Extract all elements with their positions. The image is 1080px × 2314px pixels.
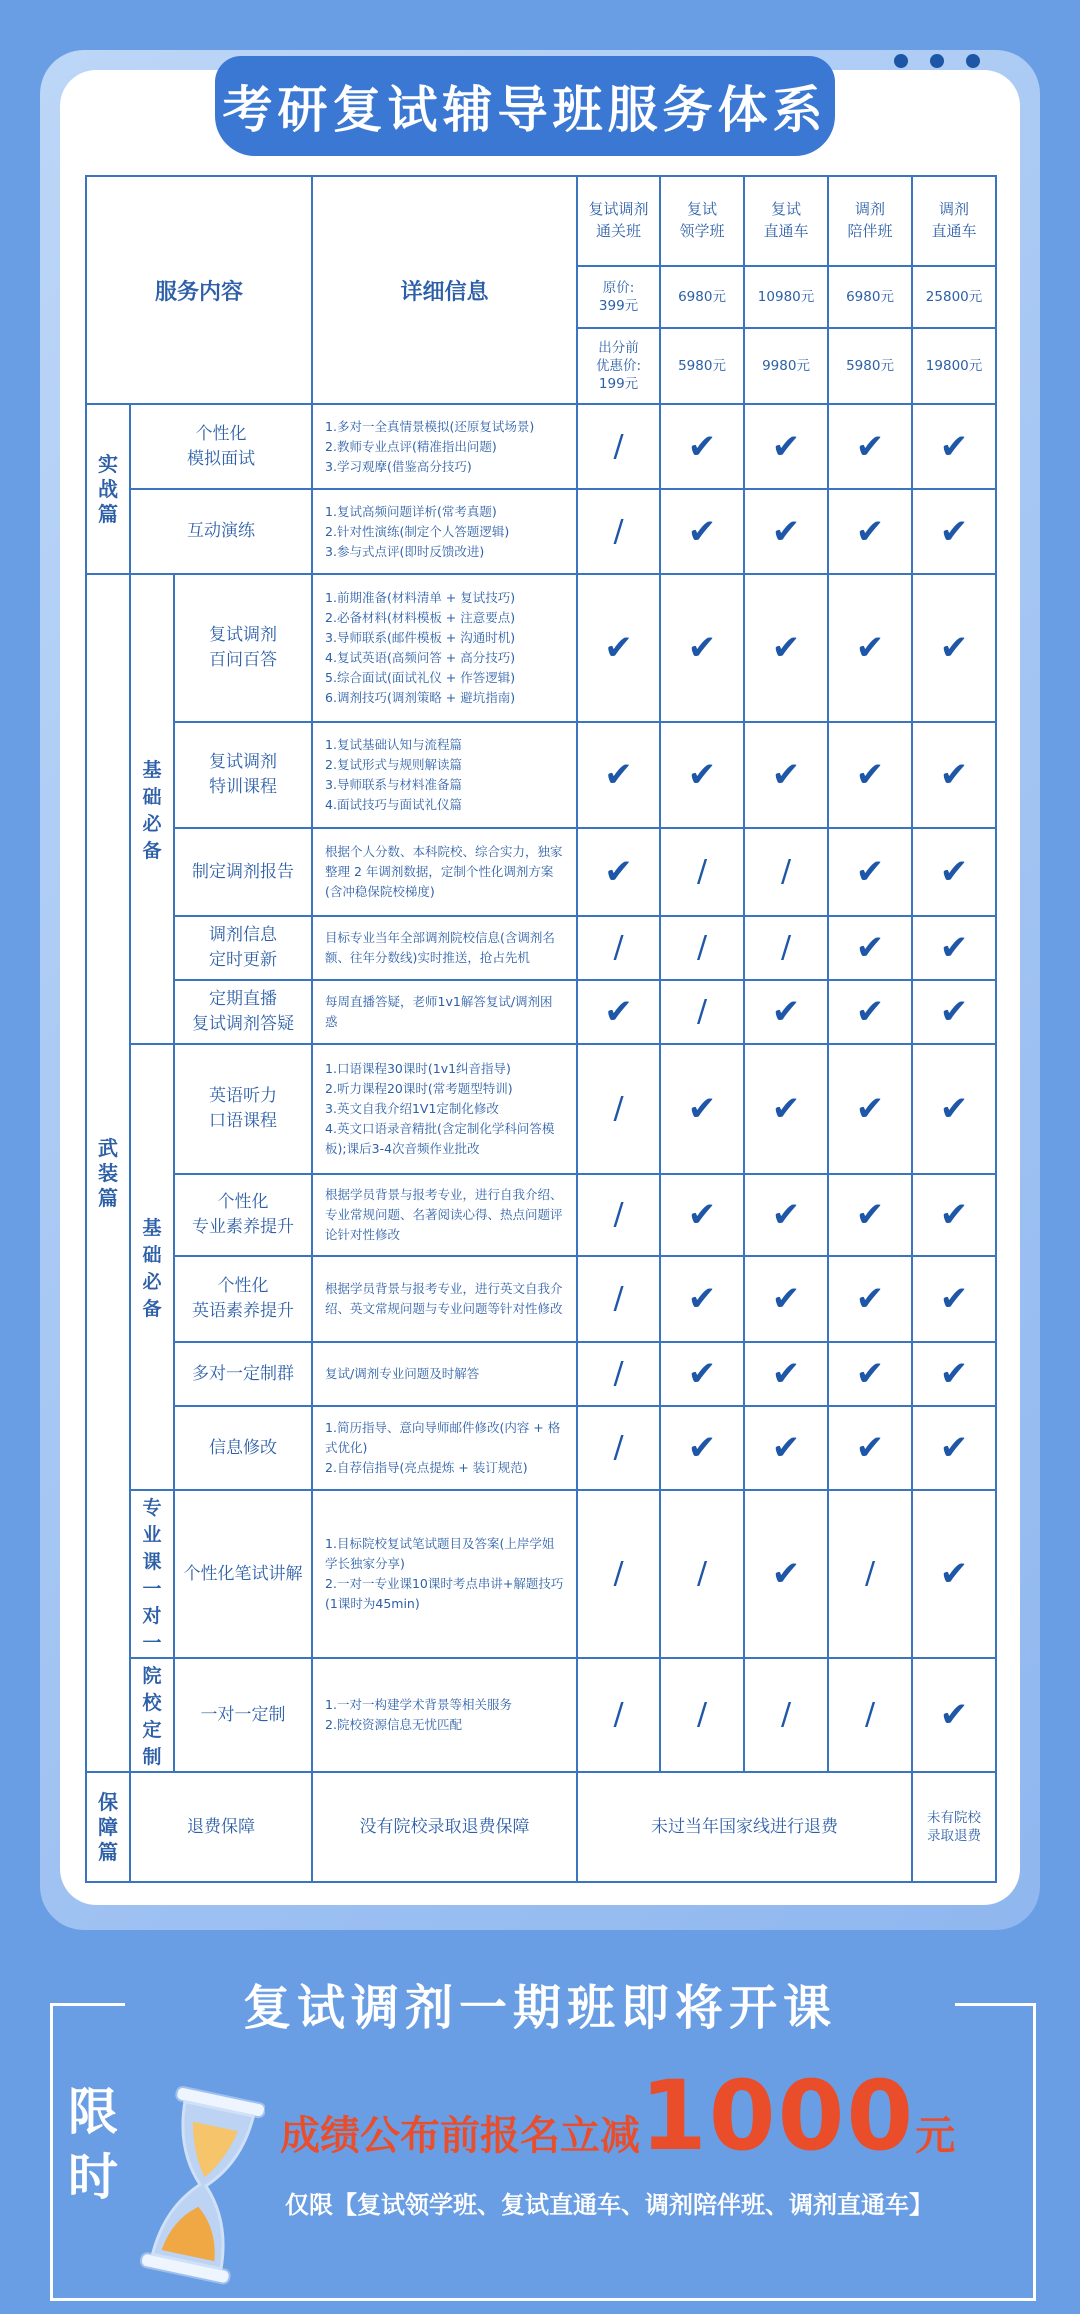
check-icon: ✔ [744, 1256, 828, 1342]
group-label-basic-2: 基 础 必 备 [130, 1044, 174, 1490]
check-icon: ✔ [912, 574, 996, 722]
check-icon: ✔ [828, 1174, 912, 1256]
section-label-baozhang: 保 障 篇 [86, 1772, 130, 1882]
not-included-icon: / [660, 828, 744, 916]
window-dots [894, 54, 980, 68]
check-icon: ✔ [660, 1406, 744, 1490]
check-icon: ✔ [912, 489, 996, 574]
check-icon: ✔ [744, 980, 828, 1044]
guarantee-detail: 没有院校录取退费保障 [312, 1772, 577, 1882]
check-icon: ✔ [912, 1044, 996, 1174]
check-icon: ✔ [577, 980, 660, 1044]
service-name: 互动演练 [130, 489, 312, 574]
discount-price: 5980元 [660, 328, 744, 404]
check-icon: ✔ [660, 1174, 744, 1256]
not-included-icon: / [577, 1256, 660, 1342]
table-row [86, 916, 996, 980]
discount-price: 出分前 优惠价: 199元 [577, 328, 660, 404]
not-included-icon: / [577, 1044, 660, 1174]
check-icon: ✔ [828, 489, 912, 574]
service-detail: 1.多对一全真情景模拟(还原复试场景) 2.教师专业点评(精准指出问题) 3.学习观摩(借鉴高分技巧) [312, 404, 577, 489]
guarantee-row [86, 1772, 996, 1882]
group-label-school-custom: 院 校 定 制 [130, 1658, 174, 1772]
not-included-icon: / [660, 980, 744, 1044]
original-price: 10980元 [744, 266, 828, 328]
service-name: 英语听力 口语课程 [174, 1044, 312, 1174]
service-detail: 1.目标院校复试笔试题目及答案(上岸学姐学长独家分享) 2.一对一专业课10课时考点串讲+解题技巧(1课时为45min) [312, 1490, 577, 1658]
not-included-icon: / [577, 916, 660, 980]
check-icon: ✔ [828, 828, 912, 916]
class-name: 复试 直通车 [744, 176, 828, 266]
service-name: 个性化 专业素养提升 [174, 1174, 312, 1256]
service-name: 制定调剂报告 [174, 828, 312, 916]
check-icon: ✔ [912, 722, 996, 828]
check-icon: ✔ [577, 722, 660, 828]
promo-unit: 元 [915, 2113, 956, 2159]
service-detail: 1.一对一构建学术背景等相关服务 2.院校资源信息无忧匹配 [312, 1658, 577, 1772]
check-icon: ✔ [828, 1406, 912, 1490]
class-name: 复试调剂 通关班 [577, 176, 660, 266]
header-detail: 详细信息 [312, 176, 577, 404]
check-icon: ✔ [912, 1256, 996, 1342]
service-name: 个性化 模拟面试 [130, 404, 312, 489]
check-icon: ✔ [744, 1174, 828, 1256]
service-name: 复试调剂 百问百答 [174, 574, 312, 722]
dot-icon [930, 54, 944, 68]
page-title: 考研复试辅导班服务体系 [215, 56, 835, 156]
service-detail: 1.简历指导、意向导师邮件修改(内容 + 格式优化) 2.自荐信指导(亮点提炼 + 装订规范) [312, 1406, 577, 1490]
service-detail: 根据个人分数、本科院校、综合实力，独家整理 2 年调剂数据，定制个性化调剂方案(含冲稳保院校梯度) [312, 828, 577, 916]
service-detail: 1.复试基础认知与流程篇 2.复试形式与规则解读篇 3.导师联系与材料准备篇 4.面试技巧与面试礼仪篇 [312, 722, 577, 828]
guarantee-service: 退费保障 [130, 1772, 312, 1882]
not-included-icon: / [577, 1490, 660, 1658]
not-included-icon: / [577, 1406, 660, 1490]
table-row [86, 1044, 996, 1174]
not-included-icon: / [660, 1490, 744, 1658]
dot-icon [894, 54, 908, 68]
table-row [86, 1342, 996, 1406]
service-detail: 1.复试高频问题详析(常考真题) 2.针对性演练(制定个人答题逻辑) 3.参与式点评(即时反馈改进) [312, 489, 577, 574]
check-icon: ✔ [912, 1342, 996, 1406]
table-row [86, 980, 996, 1044]
service-detail: 根据学员背景与报考专业，进行自我介绍、专业常规问题、名著阅读心得、热点问题评论针对性修改 [312, 1174, 577, 1256]
hourglass-icon [140, 2085, 265, 2285]
check-icon: ✔ [828, 404, 912, 489]
check-icon: ✔ [912, 1406, 996, 1490]
not-included-icon: / [577, 489, 660, 574]
check-icon: ✔ [912, 980, 996, 1044]
service-table [85, 175, 997, 1883]
table-row [86, 1490, 996, 1658]
discount-price: 5980元 [828, 328, 912, 404]
original-price: 25800元 [912, 266, 996, 328]
service-name: 个性化笔试讲解 [174, 1490, 312, 1658]
check-icon: ✔ [660, 574, 744, 722]
check-icon: ✔ [744, 574, 828, 722]
check-icon: ✔ [828, 1342, 912, 1406]
check-icon: ✔ [912, 1174, 996, 1256]
service-detail: 目标专业当年全部调剂院校信息(含调剂名额、往年分数线)实时推送，抢占先机 [312, 916, 577, 980]
service-name: 多对一定制群 [174, 1342, 312, 1406]
check-icon: ✔ [828, 574, 912, 722]
not-included-icon: / [660, 1658, 744, 1772]
service-detail: 每周直播答疑，老师1v1解答复试/调剂困惑 [312, 980, 577, 1044]
not-included-icon: / [577, 1342, 660, 1406]
check-icon: ✔ [912, 404, 996, 489]
table-row [86, 1658, 996, 1772]
service-name: 定期直播 复试调剂答疑 [174, 980, 312, 1044]
service-detail: 根据学员背景与报考专业，进行英文自我介绍、英文常规问题与专业问题等针对性修改 [312, 1256, 577, 1342]
check-icon: ✔ [744, 722, 828, 828]
original-price: 原价: 399元 [577, 266, 660, 328]
limited-time-label: 限 时 [68, 2083, 118, 2206]
check-icon: ✔ [660, 404, 744, 489]
service-name: 信息修改 [174, 1406, 312, 1490]
check-icon: ✔ [744, 1342, 828, 1406]
not-included-icon: / [577, 1174, 660, 1256]
group-label-one-on-one: 专 业 课 一 对 一 [130, 1490, 174, 1658]
guarantee-last: 未有院校 录取退费 [912, 1772, 996, 1882]
dot-icon [966, 54, 980, 68]
check-icon: ✔ [912, 916, 996, 980]
table-row [86, 404, 996, 489]
not-included-icon: / [660, 916, 744, 980]
group-label-basic: 基 础 必 备 [130, 574, 174, 1044]
section-label-wuzhuang: 武 装 篇 [86, 574, 130, 1772]
discount-price: 19800元 [912, 328, 996, 404]
table-row [86, 722, 996, 828]
check-icon: ✔ [828, 916, 912, 980]
check-icon: ✔ [660, 489, 744, 574]
not-included-icon: / [828, 1490, 912, 1658]
promo-amount: 1000 [640, 2060, 916, 2172]
class-name: 调剂 直通车 [912, 176, 996, 266]
check-icon: ✔ [660, 722, 744, 828]
not-included-icon: / [577, 404, 660, 489]
table-row [86, 828, 996, 916]
promo-headline: 复试调剂一期班即将开课 [125, 1960, 955, 2046]
original-price: 6980元 [660, 266, 744, 328]
check-icon: ✔ [660, 1044, 744, 1174]
check-icon: ✔ [744, 1044, 828, 1174]
check-icon: ✔ [744, 1406, 828, 1490]
promo-note: 仅限【复试领学班、复试直通车、调剂陪伴班、调剂直通车】 [285, 2191, 933, 2219]
check-icon: ✔ [744, 489, 828, 574]
not-included-icon: / [744, 828, 828, 916]
class-name: 调剂 陪伴班 [828, 176, 912, 266]
table-row [86, 489, 996, 574]
table-row [86, 1406, 996, 1490]
check-icon: ✔ [912, 828, 996, 916]
check-icon: ✔ [828, 722, 912, 828]
promo-offer [280, 2060, 955, 2172]
not-included-icon: / [744, 916, 828, 980]
discount-price: 9980元 [744, 328, 828, 404]
section-label-shizhan: 实 战 篇 [86, 404, 130, 574]
check-icon: ✔ [660, 1256, 744, 1342]
original-price: 6980元 [828, 266, 912, 328]
not-included-icon: / [577, 1658, 660, 1772]
class-name: 复试 领学班 [660, 176, 744, 266]
guarantee-middle: 未过当年国家线进行退费 [577, 1772, 912, 1882]
check-icon: ✔ [912, 1658, 996, 1772]
check-icon: ✔ [828, 1256, 912, 1342]
not-included-icon: / [828, 1658, 912, 1772]
service-name: 一对一定制 [174, 1658, 312, 1772]
service-detail: 1.前期准备(材料清单 + 复试技巧) 2.必备材料(材料模板 + 注意要点) 3.导师联系(邮件模板 + 沟通时机) 4.复试英语(高频问答 + 高分技巧) 5.综合面试(面试礼仪 + 作答逻辑) 6.调剂技巧(调剂策略 + 避坑指南) [312, 574, 577, 722]
header-service: 服务内容 [86, 176, 312, 404]
check-icon: ✔ [577, 828, 660, 916]
service-name: 个性化 英语素养提升 [174, 1256, 312, 1342]
table-row [86, 574, 996, 722]
check-icon: ✔ [660, 1342, 744, 1406]
promo-pre: 成绩公布前报名立减 [280, 2113, 640, 2159]
check-icon: ✔ [912, 1490, 996, 1658]
service-name: 复试调剂 特训课程 [174, 722, 312, 828]
check-icon: ✔ [744, 404, 828, 489]
check-icon: ✔ [744, 1490, 828, 1658]
table-row [86, 1256, 996, 1342]
check-icon: ✔ [828, 980, 912, 1044]
table-row [86, 1174, 996, 1256]
service-name: 调剂信息 定时更新 [174, 916, 312, 980]
check-icon: ✔ [828, 1044, 912, 1174]
service-detail: 1.口语课程30课时(1v1纠音指导) 2.听力课程20课时(常考题型特训) 3.英文自我介绍1V1定制化修改 4.英文口语录音精批(含定制化学科问答模板);课后3-4次音频作业批改 [312, 1044, 577, 1174]
not-included-icon: / [744, 1658, 828, 1772]
check-icon: ✔ [577, 574, 660, 722]
service-detail: 复试/调剂专业问题及时解答 [312, 1342, 577, 1406]
